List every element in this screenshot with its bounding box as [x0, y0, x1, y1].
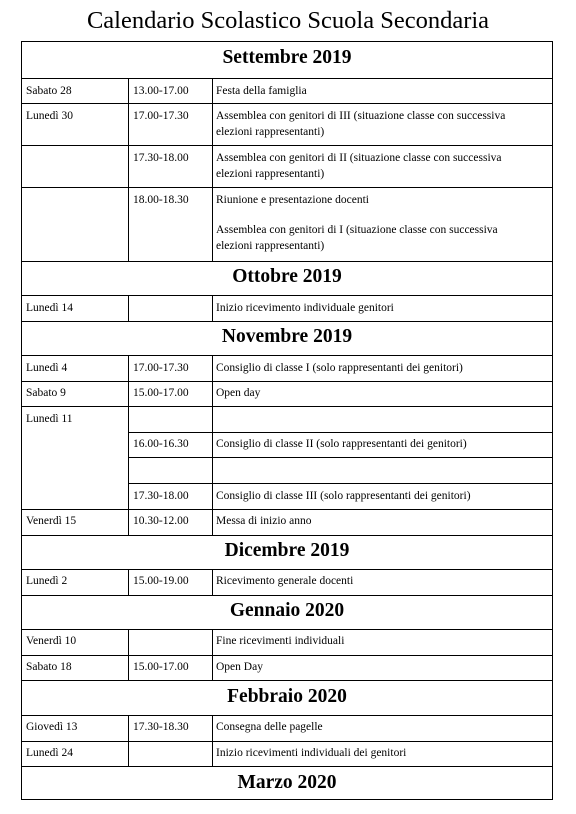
day-cell: Lunedì 30	[26, 110, 73, 122]
day-cell: Venerdì 10	[26, 635, 77, 647]
time-cell: 17.00-17.30	[133, 362, 189, 374]
day-cell: Venerdì 15	[26, 515, 77, 527]
event-cell: Fine ricevimenti individuali	[216, 635, 345, 647]
time-cell: 15.00-19.00	[133, 575, 189, 587]
day-cell: Sabato 9	[26, 387, 66, 399]
month-heading: Dicembre 2019	[224, 540, 350, 561]
event-cell: Festa della famiglia	[216, 85, 307, 97]
day-cell: Lunedì 24	[26, 747, 73, 759]
time-cell: 17.00-17.30	[133, 110, 189, 122]
event-cell: Consiglio di classe III (solo rappresentanti dei genitori)	[216, 490, 471, 502]
month-heading: Marzo 2020	[237, 772, 337, 793]
day-cell: Lunedì 4	[26, 362, 68, 374]
day-cell: Sabato 28	[26, 85, 72, 97]
event-cell: Consegna delle pagelle	[216, 721, 323, 733]
day-cell: Lunedì 2	[26, 575, 68, 587]
event-cell: Assemblea con genitori di I (situazione classe con successiva elezioni rappresentanti)	[216, 224, 498, 252]
calendar-table	[21, 41, 553, 800]
month-heading: Novembre 2019	[221, 326, 353, 347]
event-cell: Ricevimento generale docenti	[216, 575, 354, 587]
time-cell: 17.30-18.30	[133, 721, 189, 733]
month-heading: Gennaio 2020	[229, 600, 345, 621]
event-cell: Inizio ricevimenti individuali dei genitori	[216, 747, 407, 759]
event-cell: Messa di inizio anno	[216, 515, 312, 527]
time-cell: 18.00-18.30	[133, 194, 189, 206]
time-cell: 15.00-17.00	[133, 387, 189, 399]
time-cell: 16.00-16.30	[133, 438, 189, 450]
day-cell: Lunedì 11	[26, 413, 73, 425]
event-cell: Assemblea con genitori di III (situazione classe con successiva elezioni rappresentanti)	[216, 110, 506, 138]
day-cell: Lunedì 14	[26, 302, 73, 314]
event-cell: Open day	[216, 387, 261, 399]
event-cell: Consiglio di classe II (solo rappresentanti dei genitori)	[216, 438, 467, 450]
time-cell: 10.30-12.00	[133, 515, 189, 527]
time-cell: 17.30-18.00	[133, 152, 189, 164]
event-cell: Open Day	[216, 661, 263, 673]
time-cell: 13.00-17.00	[133, 85, 189, 97]
page-title: Calendario Scolastico Scuola Secondaria	[86, 7, 490, 34]
day-cell: Sabato 18	[26, 661, 72, 673]
event-cell: Inizio ricevimento individuale genitori	[216, 302, 394, 314]
day-cell: Giovedì 13	[26, 721, 78, 733]
month-heading: Settembre 2019	[222, 47, 352, 68]
time-cell: 17.30-18.00	[133, 490, 189, 502]
month-heading: Febbraio 2020	[227, 686, 347, 707]
event-cell: Consiglio di classe I (solo rappresentanti dei genitori)	[216, 362, 463, 374]
event-cell: Riunione e presentazione docenti	[216, 194, 369, 206]
time-cell: 15.00-17.00	[133, 661, 189, 673]
event-cell: Assemblea con genitori di II (situazione classe con successiva elezioni rappresentanti)	[216, 152, 502, 180]
month-heading: Ottobre 2019	[232, 266, 342, 287]
